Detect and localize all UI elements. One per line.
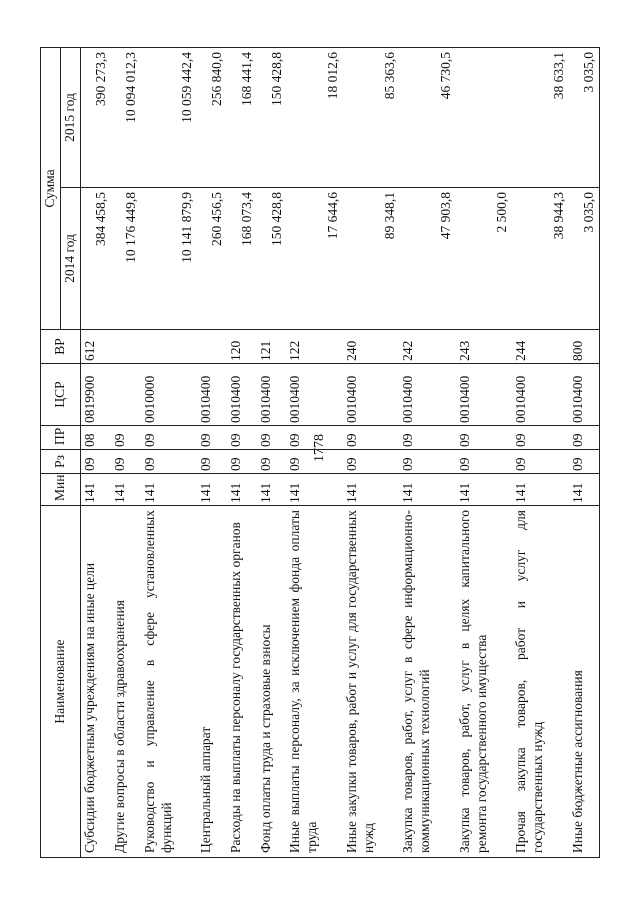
cell-y2014: 38 944,3	[512, 188, 568, 330]
cell-y2015: 150 428,8	[257, 47, 287, 187]
cell-rz: 09	[227, 450, 257, 474]
cell-y2015: 38 633,1	[512, 47, 568, 187]
cell-pr: 09	[286, 426, 342, 450]
cell-csr: 0010400	[343, 364, 399, 426]
cell-vr: 120	[227, 330, 257, 364]
cell-min: 141	[227, 474, 257, 506]
cell-name: Иные бюджетные ассигнования	[569, 506, 600, 858]
cell-y2014: 2 500,0	[456, 188, 512, 330]
table-row	[111, 47, 141, 857]
cell-rz: 09	[512, 450, 568, 474]
cell-name: Закупка товаров, работ, услуг в целях капитального ремонта государственного имущества	[456, 506, 512, 858]
cell-name: Расходы на выплаты персоналу государственных органов	[227, 506, 257, 858]
cell-rz: 09	[569, 450, 600, 474]
cell-pr: 09	[399, 426, 455, 450]
cell-csr: 0010400	[569, 364, 600, 426]
cell-rz: 09	[141, 450, 197, 474]
cell-y2015: 168 441,4	[227, 47, 257, 187]
cell-y2015: 46 730,5	[399, 47, 455, 187]
table-row	[197, 47, 227, 857]
cell-rz: 09	[257, 450, 287, 474]
cell-y2014: 10 141 879,9	[141, 188, 197, 330]
cell-y2014: 17 644,6	[286, 188, 342, 330]
cell-y2014: 150 428,8	[257, 188, 287, 330]
cell-min: 141	[80, 474, 111, 506]
table-row	[512, 47, 568, 857]
cell-min: 141	[456, 474, 512, 506]
cell-name: Другие вопросы в области здравоохранения	[111, 506, 141, 858]
cell-csr: 0010400	[227, 364, 257, 426]
cell-vr: 800	[569, 330, 600, 364]
cell-vr: 242	[399, 330, 455, 364]
cell-min: 141	[569, 474, 600, 506]
cell-name: Фонд оплаты труда и страховые взносы	[257, 506, 287, 858]
header-vr: ВР	[41, 330, 81, 364]
header-2014: 2014 год	[60, 188, 80, 330]
cell-y2015: 18 012,6	[286, 47, 342, 187]
table-body	[80, 47, 599, 857]
header-2015: 2015 год	[60, 47, 80, 187]
cell-csr: 0819900	[80, 364, 111, 426]
cell-name: Субсидии бюджетным учреждениям на иные цели	[80, 506, 111, 858]
table-row	[227, 47, 257, 857]
header-min: Мин	[41, 474, 81, 506]
cell-y2015: 256 840,0	[197, 47, 227, 187]
cell-y2014: 47 903,8	[399, 188, 455, 330]
cell-pr: 09	[569, 426, 600, 450]
header-rz: Рз	[41, 450, 81, 474]
cell-pr: 09	[227, 426, 257, 450]
cell-min: 141	[257, 474, 287, 506]
cell-min: 141	[141, 474, 197, 506]
cell-y2015: 10 059 442,4	[141, 47, 197, 187]
cell-y2014: 10 176 449,8	[111, 188, 141, 330]
table-row	[286, 47, 342, 857]
cell-min: 141	[197, 474, 227, 506]
cell-y2015: 390 273,3	[80, 47, 111, 187]
cell-vr: 244	[512, 330, 568, 364]
cell-csr: 0010000	[141, 364, 197, 426]
cell-name: Иные закупки товаров, работ и услуг для государственных нужд	[343, 506, 399, 858]
cell-y2014: 3 035,0	[569, 188, 600, 330]
cell-csr: 0010400	[456, 364, 512, 426]
cell-rz: 09	[111, 450, 141, 474]
cell-vr	[197, 330, 227, 364]
cell-pr: 09	[141, 426, 197, 450]
cell-min: 141	[111, 474, 141, 506]
cell-name: Центральный аппарат	[197, 506, 227, 858]
cell-vr: 240	[343, 330, 399, 364]
cell-min: 141	[399, 474, 455, 506]
cell-csr: 0010400	[512, 364, 568, 426]
table-row	[569, 47, 600, 857]
cell-csr: 0010400	[399, 364, 455, 426]
cell-name: Руководство и управление в сфере установленных функций	[141, 506, 197, 858]
cell-csr: 0010400	[286, 364, 342, 426]
cell-csr: 0010400	[197, 364, 227, 426]
cell-name: Прочая закупка товаров, работ и услуг для государственных нужд	[512, 506, 568, 858]
cell-rz: 09	[343, 450, 399, 474]
cell-pr: 09	[512, 426, 568, 450]
cell-csr: 0010400	[257, 364, 287, 426]
cell-vr: 121	[257, 330, 287, 364]
cell-pr: 09	[197, 426, 227, 450]
cell-vr: 243	[456, 330, 512, 364]
cell-name: Иные выплаты персоналу, за исключением фонда оплаты труда	[286, 506, 342, 858]
cell-rz: 09	[456, 450, 512, 474]
cell-min: 141	[343, 474, 399, 506]
cell-pr: 09	[257, 426, 287, 450]
cell-vr: 122	[286, 330, 342, 364]
cell-pr: 09	[343, 426, 399, 450]
header-pr: ПР	[41, 426, 81, 450]
cell-y2015	[456, 47, 512, 187]
cell-y2014: 89 348,1	[343, 188, 399, 330]
cell-pr: 08	[80, 426, 111, 450]
header-sum: Сумма	[41, 47, 61, 329]
page-number: 1778	[312, 434, 327, 462]
cell-name: Закупка товаров, работ, услуг в сфере информационно-коммуникационных технологий	[399, 506, 455, 858]
cell-vr	[141, 330, 197, 364]
table-row	[141, 47, 197, 857]
table-row	[80, 47, 111, 857]
table-row	[343, 47, 399, 857]
cell-rz: 09	[80, 450, 111, 474]
header-csr: ЦСР	[41, 364, 81, 426]
table-row	[257, 47, 287, 857]
cell-y2014: 260 456,5	[197, 188, 227, 330]
cell-csr	[111, 364, 141, 426]
cell-rz: 09	[286, 450, 342, 474]
cell-pr: 09	[111, 426, 141, 450]
cell-y2015: 10 094 012,3	[111, 47, 141, 187]
cell-y2015: 85 363,6	[343, 47, 399, 187]
cell-min: 141	[512, 474, 568, 506]
table-row	[399, 47, 455, 857]
header-name: Наименование	[41, 506, 81, 858]
cell-y2014: 168 073,4	[227, 188, 257, 330]
cell-vr: 612	[80, 330, 111, 364]
table-row	[456, 47, 512, 857]
budget-table-container	[40, 48, 600, 858]
cell-min: 141	[286, 474, 342, 506]
cell-pr: 09	[456, 426, 512, 450]
cell-vr	[111, 330, 141, 364]
cell-rz: 09	[197, 450, 227, 474]
cell-y2014: 384 458,5	[80, 188, 111, 330]
cell-rz: 09	[399, 450, 455, 474]
budget-table	[40, 47, 600, 858]
cell-y2015: 3 035,0	[569, 47, 600, 187]
